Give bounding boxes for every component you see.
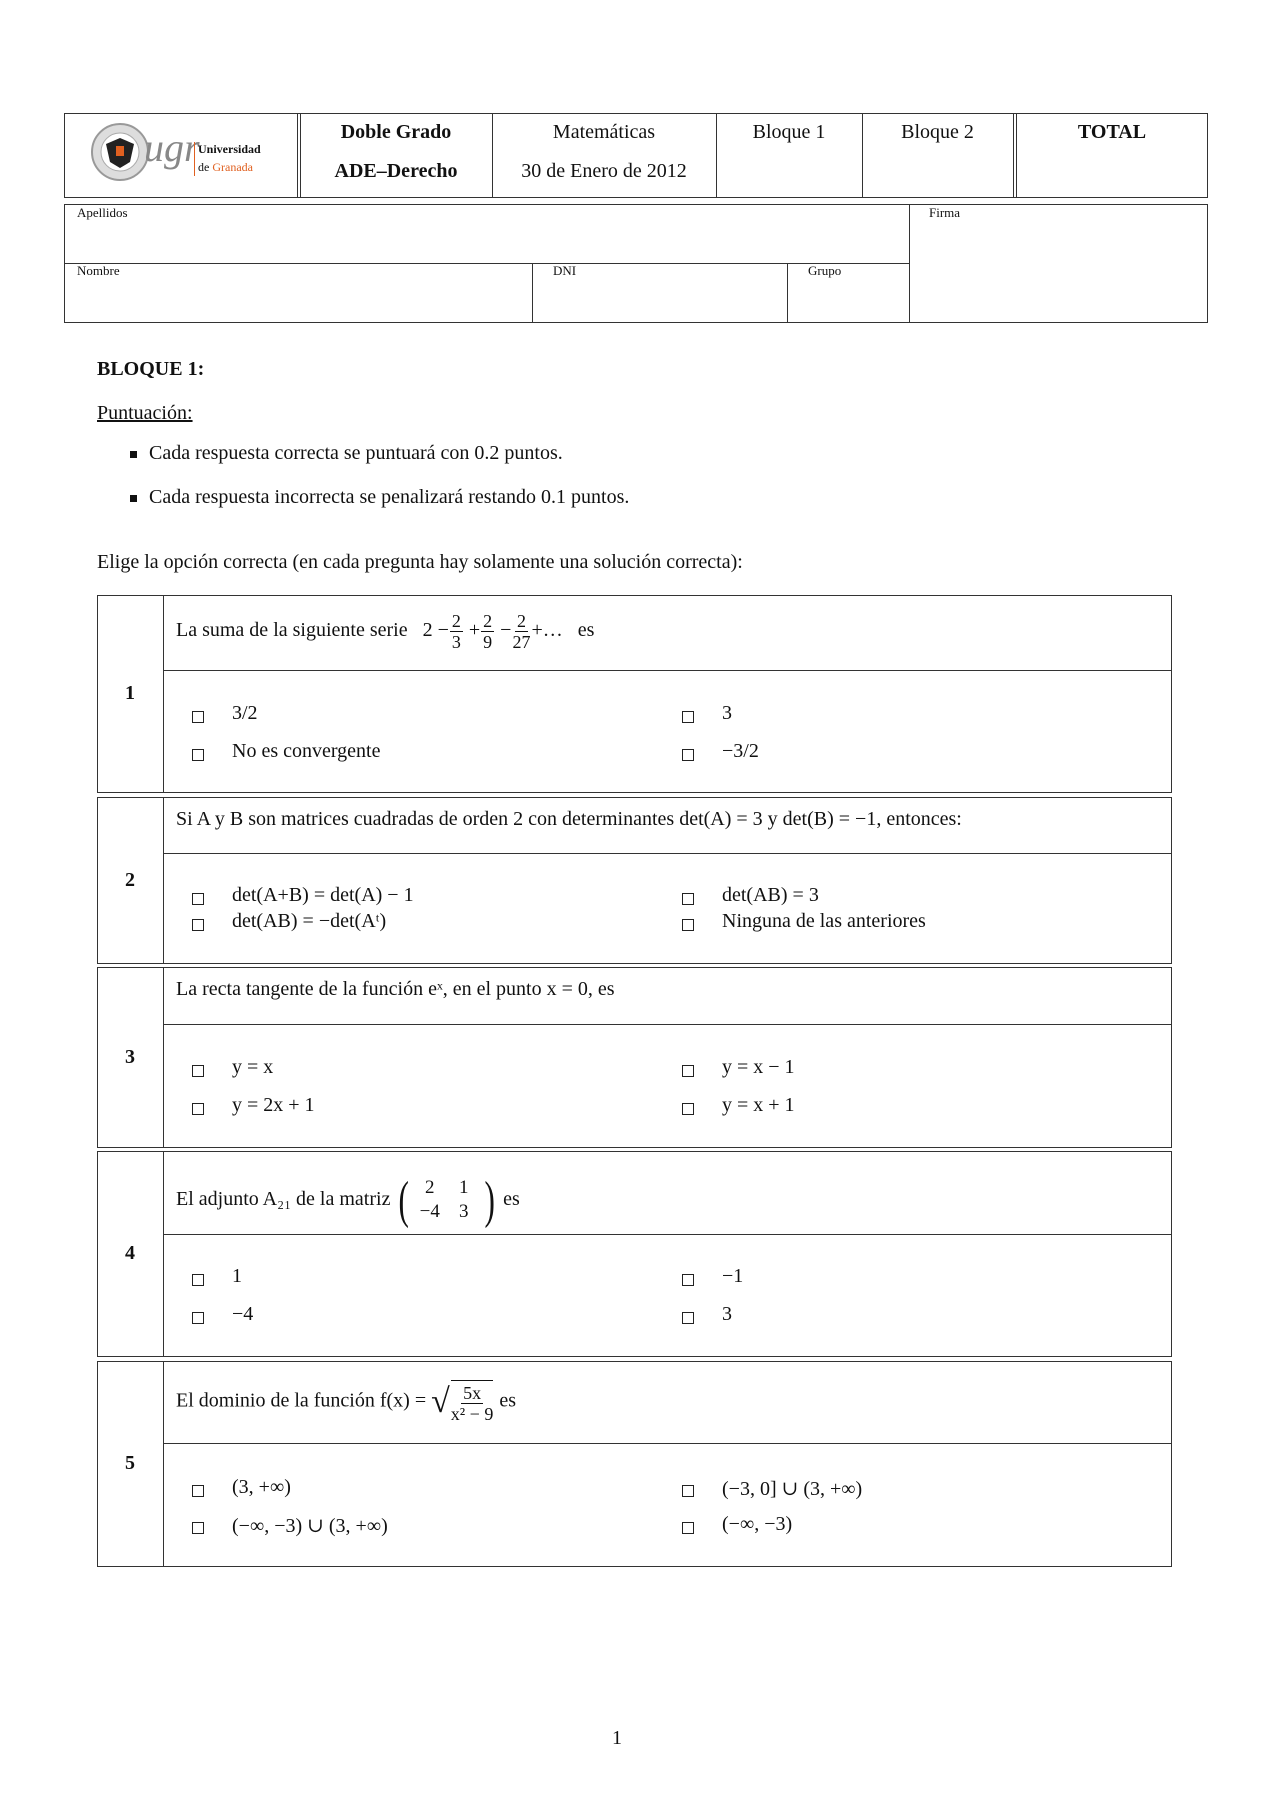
answer-checkbox[interactable] [682,893,694,905]
answer-option[interactable]: 3/2 [232,702,258,724]
answer-option[interactable]: −3/2 [722,740,759,762]
fraction: $\frac{5x}{\text{x² − 9}}$ [451,1380,494,1424]
score-total-label: TOTAL [1077,121,1147,143]
question-number: 5 [125,1452,135,1474]
scoring-label: Puntuación: [97,402,193,424]
score-block1-label: Bloque 1 [752,121,826,143]
answer-checkbox[interactable] [682,1485,694,1497]
answer-checkbox[interactable] [192,919,204,931]
dni-field[interactable]: DNI [553,263,577,278]
university-logo: ugr Universidad de Granada [86,120,296,190]
question-number: 2 [125,868,135,891]
answer-checkbox[interactable] [682,711,694,723]
question-text: El dominio de la función f(x) = √ $\frac{5x}{\text{x² − 9}}$ es [176,1380,516,1424]
answer-checkbox[interactable] [682,1522,694,1534]
answer-checkbox[interactable] [682,1103,694,1115]
bullet-icon [130,495,137,502]
exam-date: 30 de Enero de 2012 [521,160,687,182]
answer-checkbox[interactable] [682,919,694,931]
subject: Matemáticas [552,121,656,143]
answer-checkbox[interactable] [192,1065,204,1077]
nombre-field[interactable]: Nombre [77,263,120,278]
answer-option[interactable]: y = 2x + 1 [232,1094,315,1116]
degree-title: Doble Grado [340,121,452,143]
answer-option[interactable]: (−3, 0] ∪ (3, +∞) [722,1478,863,1500]
section-title: BLOQUE 1: [97,358,205,380]
answer-checkbox[interactable] [192,749,204,761]
question-text: El adjunto A₂₁ de la matriz ( 2 1 −4 3 ) es [176,1171,520,1229]
question-number: 3 [125,1045,135,1068]
answer-option[interactable]: det(A+B) = det(A) − 1 [232,884,414,906]
answer-checkbox[interactable] [682,749,694,761]
answer-checkbox[interactable] [192,1274,204,1286]
answer-checkbox[interactable] [682,1274,694,1286]
question-text: La recta tangente de la función eˣ, en el punto x = 0, es [176,978,615,1000]
grupo-field[interactable]: Grupo [808,263,842,278]
answer-option[interactable]: 1 [232,1265,242,1287]
answer-option[interactable]: 3 [722,1303,732,1325]
answer-checkbox[interactable] [192,1312,204,1324]
fraction: $\frac{2}{9}$ [483,610,493,652]
answer-option[interactable]: det(AB) = 3 [722,884,819,906]
question-text: La suma de la siguiente serie 2 − $\frac{2}{3}$ + $\frac{2}{9}$ − $\frac{2}{27}$ +… es [176,610,595,652]
answer-checkbox[interactable] [682,1065,694,1077]
answer-option[interactable]: 3 [722,702,732,724]
answer-checkbox[interactable] [192,1522,204,1534]
page-number: 1 [612,1727,622,1749]
degree-name: ADE–Derecho [334,160,458,182]
question-text: Si A y B son matrices cuadradas de orden 2 con determinantes det(A) = 3 y det(B) = −1, entonces: [176,808,962,830]
question-number: 4 [125,1242,135,1264]
answer-checkbox[interactable] [192,1485,204,1497]
answer-option[interactable]: No es convergente [232,740,381,762]
answer-checkbox[interactable] [192,1103,204,1115]
answer-option[interactable]: (−∞, −3) [722,1513,793,1535]
seal-icon [90,122,150,182]
answer-option[interactable]: Ninguna de las anteriores [722,910,926,932]
answer-option[interactable]: −1 [722,1265,744,1287]
fraction: $\frac{2}{27}$ [512,610,531,652]
scoring-rule: Cada respuesta correcta se puntuará con 0.2 puntos. [149,442,563,464]
apellidos-field[interactable]: Apellidos [77,205,128,220]
answer-checkbox[interactable] [682,1312,694,1324]
matrix: ( 2 1 −4 3 ) [398,1171,495,1229]
question-number: 1 [125,682,135,704]
instruction: Elige la opción correcta (en cada pregunta hay solamente una solución correcta): [97,551,743,573]
scoring-rule: Cada respuesta incorrecta se penalizará restando 0.1 puntos. [149,486,630,508]
answer-option[interactable]: y = x − 1 [722,1056,795,1078]
answer-checkbox[interactable] [192,893,204,905]
answer-option[interactable]: (3, +∞) [232,1476,291,1498]
bullet-icon [130,451,137,458]
answer-option[interactable]: (−∞, −3) ∪ (3, +∞) [232,1515,388,1537]
answer-option[interactable]: y = x [232,1056,274,1078]
score-block2-label: Bloque 2 [901,121,974,143]
answer-option[interactable]: y = x + 1 [722,1094,795,1116]
answer-option[interactable]: det(AB) = −det(Aᵗ) [232,910,387,932]
answer-checkbox[interactable] [192,711,204,723]
answer-option[interactable]: −4 [232,1303,254,1325]
fraction: $\frac{2}{3}$ [451,610,461,652]
firma-field[interactable]: Firma [929,205,961,220]
